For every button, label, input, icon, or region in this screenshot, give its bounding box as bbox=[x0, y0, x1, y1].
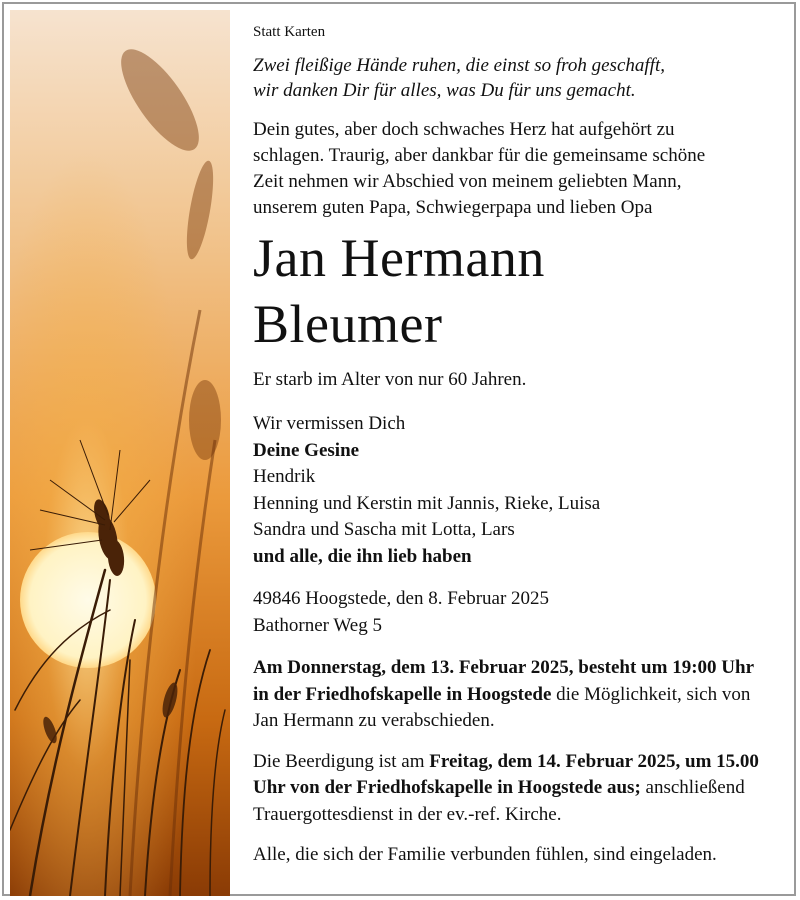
street: Bathorner Weg 5 bbox=[253, 614, 382, 636]
age-note: Er starb im Alter von nur 60 Jahren. bbox=[253, 369, 527, 390]
place-date: 49846 Hoogstede, den 8. Februar 2025 bbox=[253, 588, 550, 609]
family-member: Henning und Kerstin mit Jannis, Rieke, Luisa bbox=[253, 492, 601, 514]
farewell-bold: Am Donnerstag, dem 13. Februar 2025, besteht um 19:00 Uhr in der Friedhofskapelle in Hoogstede bbox=[253, 657, 754, 705]
intro-text bbox=[253, 117, 773, 221]
statt-karten-label: Statt Karten bbox=[253, 24, 326, 40]
farewell-notice bbox=[253, 655, 773, 735]
family-intro: Wir vermissen Dich bbox=[253, 413, 406, 434]
wheat-sunset-illustration bbox=[10, 10, 230, 896]
family-member: Sandra und Sascha mit Lotta, Lars bbox=[253, 519, 515, 540]
deceased-name bbox=[253, 225, 773, 357]
funeral-part2: anschließend Trauergottesdienst in der ev.-ref. Kirche. bbox=[253, 777, 745, 825]
funeral-part1: Die Beerdigung ist am bbox=[253, 750, 430, 772]
sunset-wheat-photo bbox=[10, 10, 230, 896]
family-member: Hendrik bbox=[253, 466, 316, 487]
invitation-text: Alle, die sich der Familie verbunden fühlen, sind eingeladen. bbox=[253, 844, 717, 865]
intro-line: Zeit nehmen wir Abschied von meinem geliebten Mann, bbox=[253, 171, 682, 192]
funeral-bold: Freitag, dem 14. Februar 2025, um 15.00 Uhr von der Friedhofskapelle in Hoogstede aus; bbox=[253, 750, 759, 798]
sun-disc bbox=[20, 532, 156, 668]
intro-line: unserem guten Papa, Schwiegerpapa und lieben Opa bbox=[253, 197, 653, 218]
obituary-text bbox=[253, 24, 773, 869]
deceased-last-name: Bleumer bbox=[253, 294, 443, 354]
farewell-rest: die Möglichkeit, sich von Jan Hermann zu verabschieden. bbox=[253, 683, 751, 731]
funeral-notice bbox=[253, 749, 773, 829]
deceased-first-names: Jan Hermann bbox=[253, 228, 545, 288]
family-spouse: Deine Gesine bbox=[253, 439, 360, 461]
poem-line: wir danken Dir für alles, was Du für uns gemacht. bbox=[253, 80, 636, 101]
obituary-frame bbox=[2, 2, 796, 896]
intro-line: schlagen. Traurig, aber dankbar für die gemeinsame schöne bbox=[253, 145, 706, 166]
poem bbox=[253, 53, 773, 103]
poem-line: Zwei fleißige Hände ruhen, die einst so froh geschafft, bbox=[253, 55, 665, 76]
intro-line: Dein gutes, aber doch schwaches Herz hat aufgehört zu bbox=[253, 119, 675, 140]
address-block bbox=[253, 586, 773, 639]
family-closing: und alle, die ihn lieb haben bbox=[253, 545, 472, 567]
family-list bbox=[253, 411, 773, 570]
